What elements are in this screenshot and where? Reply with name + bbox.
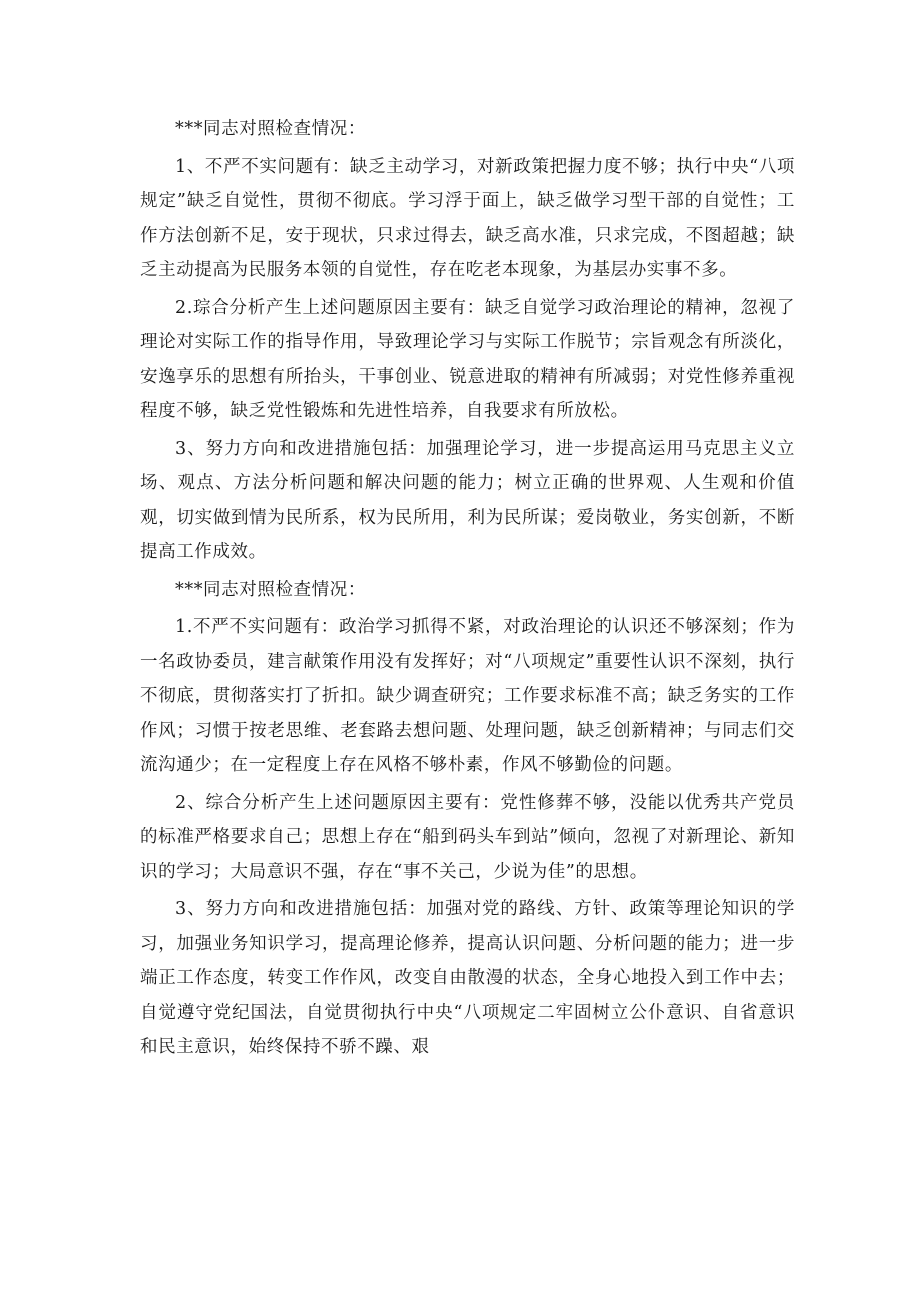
section-1-item-1: 1、不严不实问题有：缺乏主动学习，对新政策把握力度不够；执行中央“八项规定”缺乏自觉性，贯彻不彻底。学习浮于面上，缺乏做学习型干部的自觉性；工作方法创新不足，安于现状，只求过得去，缺乏高水准，只求完成，不图超越；缺乏主动提高为民服务本领的自觉性，存在吃老本现象，为基层办实事不多。: [140, 156, 795, 280]
section-2-item-2: 2、综合分析产生上述问题原因主要有：党性修葬不够，没能以优秀共产党员的标准严格要求自己；思想上存在“船到码头车到站”倾向，忽视了对新理论、新知识的学习；大局意识不强，存在“事不关己，少说为佳”的思想。: [140, 792, 795, 882]
section-1-heading: ***同志对照检查情况：: [175, 119, 366, 139]
section-2-item-3: 3、努力方向和改进措施包括：加强对党的路线、方针、政策等理论知识的学习，加强业务知识学习，提高理论修养，提高认识问题、分析问题的能力；进一步端正工作态度，转变工作作风，改变自由散漫的状态，全身心地投入到工作中去；自觉遵守党纪国法，自觉贯彻执行中央“八项规定二牢固树立公仆意识、自省意识和民主意识，始终保持不骄不躁、艰: [140, 899, 795, 1057]
document-body: [140, 112, 795, 1068]
section-1-item-2: 2.琮合分析产生上述问题原因主要有：缺乏自觉学习政治理论的精神，忽视了理论对实际工作的指导作用，导致理论学习与实际工作脱节；宗旨观念有所淡化，安逸享乐的思想有所抬头，干事创业、锐意进取的精神有所减弱；对党性修养重视程度不够，缺乏党性锻炼和先进性培养，自我要求有所放松。: [140, 297, 795, 421]
section-2-item-1: 1.不严不实问题有：政治学习抓得不紧，对政治理论的认识还不够深刻；作为一名政协委员，建言献策作用没有发挥好；对“八项规定”重要性认识不深刻，执行不彻底，贯彻落实打了折扣。缺少调查研究；工作要求标准不高；缺乏务实的工作作风；习惯于按老思维、老套路去想问题、处理问题，缺乏创新精神；与同志们交流沟通少；在一定程度上存在风格不够朴素，作风不够勤俭的问题。: [140, 617, 795, 775]
section-1-item-3: 3、努力方向和改进措施包括：加强理论学习，进一步提高运用马克思主义立场、观点、方法分析问题和解决问题的能力；树立正确的世界观、人生观和价值观，切实做到情为民所系，权为民所用，利为民所谋；爱岗敬业，务实创新，不断提高工作成效。: [140, 438, 795, 562]
section-2-heading: ***同志对照检查情况：: [175, 579, 366, 600]
